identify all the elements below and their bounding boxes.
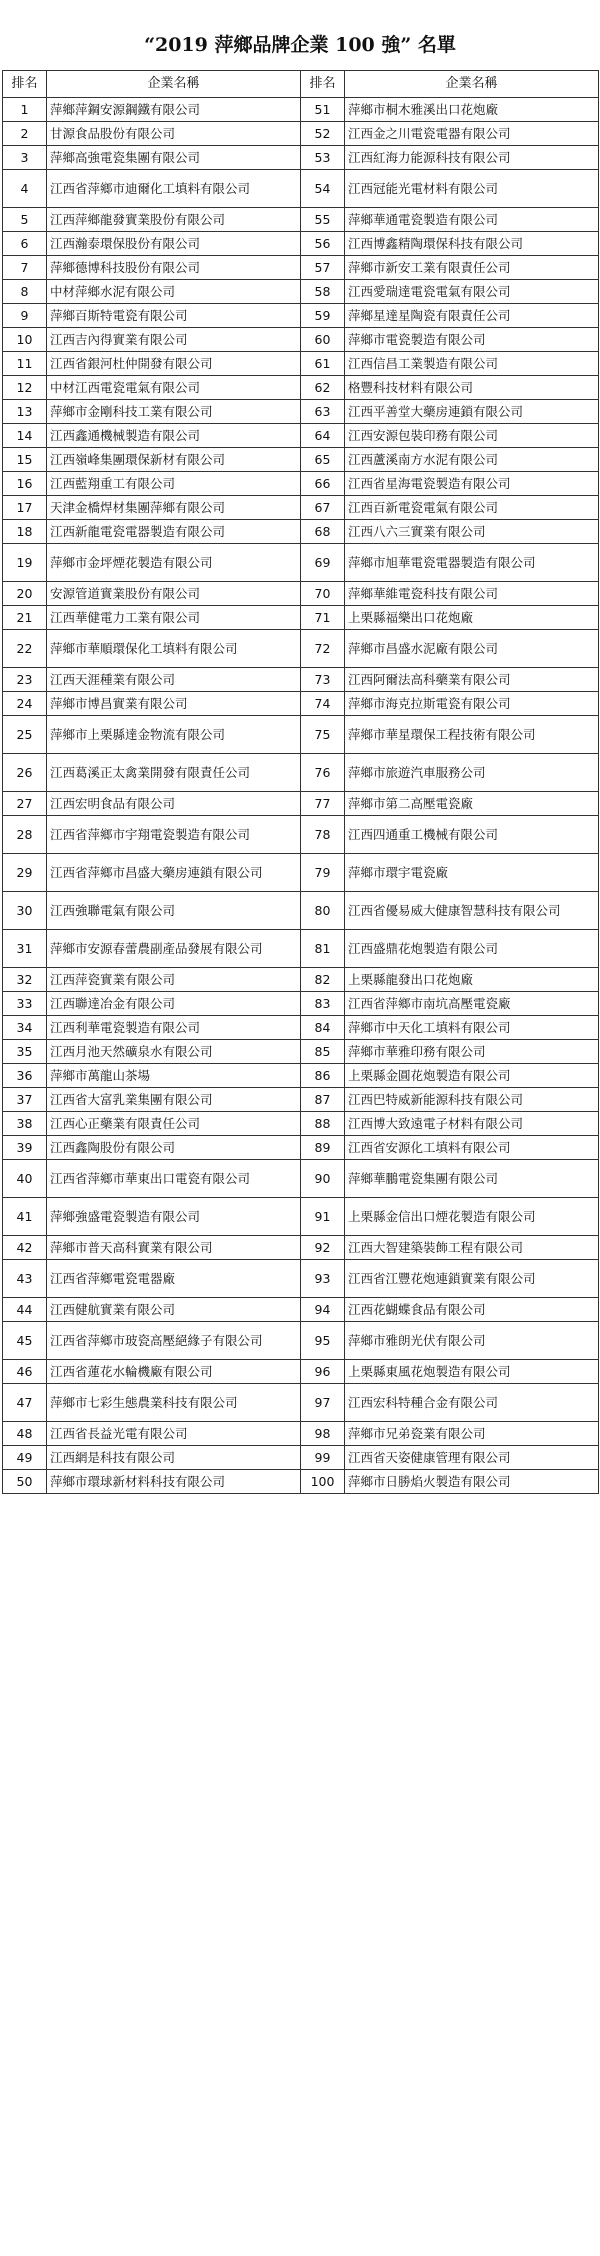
company-name-cell: 萍鄉市普天高科實業有限公司 (47, 1236, 301, 1260)
company-name-cell: 江西省天姿健康管理有限公司 (345, 1446, 599, 1470)
company-name-cell: 江西百新電瓷電氣有限公司 (345, 496, 599, 520)
company-name-cell: 江西宏科特種合金有限公司 (345, 1384, 599, 1422)
company-name-cell: 江西強聯電氣有限公司 (47, 892, 301, 930)
rank-cell: 28 (3, 816, 47, 854)
company-name-cell: 萍鄉市華順環保化工填料有限公司 (47, 630, 301, 668)
table-row (3, 328, 599, 352)
rank-header: 排名 (3, 71, 47, 98)
rank-cell: 21 (3, 606, 47, 630)
rank-cell: 13 (3, 400, 47, 424)
company-name-header: 企業名稱 (345, 71, 599, 98)
rank-cell: 40 (3, 1160, 47, 1198)
table-row (3, 1112, 599, 1136)
rank-cell: 55 (301, 208, 345, 232)
company-name-cell: 江西安源包裝印務有限公司 (345, 424, 599, 448)
table-row (3, 520, 599, 544)
company-name-cell: 萍鄉市金坪煙花製造有限公司 (47, 544, 301, 582)
company-name-cell: 江西健航實業有限公司 (47, 1298, 301, 1322)
rank-cell: 14 (3, 424, 47, 448)
company-name-cell: 萍鄉市環宇電瓷廠 (345, 854, 599, 892)
company-name-cell: 江西宏明食品有限公司 (47, 792, 301, 816)
company-name-cell: 中材萍鄉水泥有限公司 (47, 280, 301, 304)
table-row (3, 692, 599, 716)
rank-cell: 71 (301, 606, 345, 630)
company-name-cell: 江西網是科技有限公司 (47, 1446, 301, 1470)
rank-cell: 87 (301, 1088, 345, 1112)
rank-cell: 30 (3, 892, 47, 930)
company-name-cell: 萍鄉強盛電瓷製造有限公司 (47, 1198, 301, 1236)
rank-cell: 80 (301, 892, 345, 930)
table-row (3, 668, 599, 692)
company-name-cell: 萍鄉市昌盛水泥廠有限公司 (345, 630, 599, 668)
company-name-cell: 江西花蝴蝶食品有限公司 (345, 1298, 599, 1322)
rank-cell: 54 (301, 170, 345, 208)
table-row (3, 98, 599, 122)
company-name-cell: 萍鄉市雅朗光伏有限公司 (345, 1322, 599, 1360)
table-row (3, 1198, 599, 1236)
rank-cell: 94 (301, 1298, 345, 1322)
table-row (3, 930, 599, 968)
rank-cell: 83 (301, 992, 345, 1016)
company-name-cell: 萍鄉市金剛科技工業有限公司 (47, 400, 301, 424)
table-row (3, 754, 599, 792)
company-name-cell: 安源管道實業股份有限公司 (47, 582, 301, 606)
rank-cell: 39 (3, 1136, 47, 1160)
rank-cell: 69 (301, 544, 345, 582)
rank-cell: 35 (3, 1040, 47, 1064)
rank-cell: 95 (301, 1322, 345, 1360)
rank-cell: 99 (301, 1446, 345, 1470)
rank-cell: 38 (3, 1112, 47, 1136)
company-name-cell: 中材江西電瓷電氣有限公司 (47, 376, 301, 400)
rank-cell: 57 (301, 256, 345, 280)
company-name-cell: 江西鑫陶股份有限公司 (47, 1136, 301, 1160)
table-row (3, 854, 599, 892)
company-name-cell: 萍鄉德博科技股份有限公司 (47, 256, 301, 280)
rank-header: 排名 (301, 71, 345, 98)
table-body (3, 98, 599, 1494)
company-name-cell: 萍鄉市上栗縣達金物流有限公司 (47, 716, 301, 754)
company-name-cell: 格豐科技材料有限公司 (345, 376, 599, 400)
rank-cell: 26 (3, 754, 47, 792)
rank-cell: 51 (301, 98, 345, 122)
company-name-cell: 甘源食品股份有限公司 (47, 122, 301, 146)
table-row (3, 544, 599, 582)
company-name-cell: 萍鄉市電瓷製造有限公司 (345, 328, 599, 352)
rank-cell: 89 (301, 1136, 345, 1160)
company-name-cell: 萍鄉市新安工業有限責任公司 (345, 256, 599, 280)
table-row (3, 256, 599, 280)
table-row (3, 816, 599, 854)
rank-cell: 60 (301, 328, 345, 352)
table-row (3, 1322, 599, 1360)
rank-cell: 24 (3, 692, 47, 716)
rank-cell: 82 (301, 968, 345, 992)
company-name-cell: 江西省萍鄉市華東出口電瓷有限公司 (47, 1160, 301, 1198)
rank-cell: 56 (301, 232, 345, 256)
company-name-cell: 江西省優易威大健康智慧科技有限公司 (345, 892, 599, 930)
rank-cell: 4 (3, 170, 47, 208)
rank-cell: 34 (3, 1016, 47, 1040)
company-name-cell: 江西博大致遠電子材料有限公司 (345, 1112, 599, 1136)
page-title: “2019 萍鄉品牌企業 100 強” 名單 (144, 34, 456, 56)
rank-cell: 70 (301, 582, 345, 606)
rank-cell: 74 (301, 692, 345, 716)
rank-cell: 92 (301, 1236, 345, 1260)
company-name-cell: 天津金橋焊材集團萍鄉有限公司 (47, 496, 301, 520)
company-name-cell: 江西華健電力工業有限公司 (47, 606, 301, 630)
table-row (3, 376, 599, 400)
rank-cell: 84 (301, 1016, 345, 1040)
rank-cell: 96 (301, 1360, 345, 1384)
rank-cell: 97 (301, 1384, 345, 1422)
company-name-cell: 江西盛鼎花炮製造有限公司 (345, 930, 599, 968)
rank-cell: 65 (301, 448, 345, 472)
rank-cell: 79 (301, 854, 345, 892)
company-name-cell: 江西新龍電瓷電器製造有限公司 (47, 520, 301, 544)
table-row (3, 1160, 599, 1198)
table-row (3, 448, 599, 472)
table-row (3, 1088, 599, 1112)
company-name-cell: 江西鑫通機械製造有限公司 (47, 424, 301, 448)
company-name-cell: 江西天涯種業有限公司 (47, 668, 301, 692)
table-row (3, 1016, 599, 1040)
rank-cell: 98 (301, 1422, 345, 1446)
company-name-cell: 萍鄉百斯特電瓷有限公司 (47, 304, 301, 328)
company-name-cell: 江西省萍鄉市昌盛大藥房連鎖有限公司 (47, 854, 301, 892)
company-name-cell: 江西省長益光電有限公司 (47, 1422, 301, 1446)
table-row (3, 1260, 599, 1298)
table-row (3, 1236, 599, 1260)
rank-cell: 8 (3, 280, 47, 304)
rank-cell: 68 (301, 520, 345, 544)
company-name-cell: 萍鄉高強電瓷集團有限公司 (47, 146, 301, 170)
rank-cell: 91 (301, 1198, 345, 1236)
table-row (3, 792, 599, 816)
company-name-cell: 萍鄉華維電瓷科技有限公司 (345, 582, 599, 606)
rank-cell: 19 (3, 544, 47, 582)
company-name-cell: 萍鄉市安源春蕾農副產品發展有限公司 (47, 930, 301, 968)
table-row (3, 1470, 599, 1494)
rank-cell: 12 (3, 376, 47, 400)
table-row (3, 582, 599, 606)
rank-cell: 50 (3, 1470, 47, 1494)
rank-cell: 1 (3, 98, 47, 122)
company-name-cell: 江西嶺峰集團環保新材有限公司 (47, 448, 301, 472)
table-row (3, 400, 599, 424)
table-row (3, 1298, 599, 1322)
rank-cell: 43 (3, 1260, 47, 1298)
table-row (3, 232, 599, 256)
rank-cell: 6 (3, 232, 47, 256)
rank-cell: 59 (301, 304, 345, 328)
rank-cell: 88 (301, 1112, 345, 1136)
rank-cell: 67 (301, 496, 345, 520)
rank-cell: 11 (3, 352, 47, 376)
company-name-cell: 上栗縣東風花炮製造有限公司 (345, 1360, 599, 1384)
rank-cell: 76 (301, 754, 345, 792)
company-name-cell: 江西省蓮花水輪機廠有限公司 (47, 1360, 301, 1384)
rank-cell: 5 (3, 208, 47, 232)
table-row (3, 352, 599, 376)
company-name-cell: 萍鄉市桐木雅溪出口花炮廠 (345, 98, 599, 122)
table-row (3, 170, 599, 208)
table-row (3, 1422, 599, 1446)
rank-cell: 29 (3, 854, 47, 892)
rank-cell: 100 (301, 1470, 345, 1494)
rank-cell: 58 (301, 280, 345, 304)
company-name-cell: 江西信昌工業製造有限公司 (345, 352, 599, 376)
company-name-cell: 江西萍瓷實業有限公司 (47, 968, 301, 992)
company-name-cell: 江西巴特威新能源科技有限公司 (345, 1088, 599, 1112)
rank-cell: 23 (3, 668, 47, 692)
company-name-cell: 萍鄉市第二高壓電瓷廠 (345, 792, 599, 816)
table-row (3, 1384, 599, 1422)
company-name-cell: 江西葛溪正太禽業開發有限責任公司 (47, 754, 301, 792)
company-name-cell: 萍鄉市旅遊汽車服務公司 (345, 754, 599, 792)
company-name-cell: 江西冠能光電材料有限公司 (345, 170, 599, 208)
table-row (3, 1446, 599, 1470)
table-row (3, 146, 599, 170)
rank-cell: 25 (3, 716, 47, 754)
rank-cell: 42 (3, 1236, 47, 1260)
company-name-cell: 江西省萍鄉市迪爾化工填料有限公司 (47, 170, 301, 208)
rank-cell: 3 (3, 146, 47, 170)
company-name-cell: 上栗縣金信出口煙花製造有限公司 (345, 1198, 599, 1236)
rank-cell: 81 (301, 930, 345, 968)
table-row (3, 1360, 599, 1384)
company-name-cell: 萍鄉星達星陶瓷有限責任公司 (345, 304, 599, 328)
company-name-cell: 江西蘆溪南方水泥有限公司 (345, 448, 599, 472)
company-name-cell: 萍鄉市博昌實業有限公司 (47, 692, 301, 716)
table-row (3, 208, 599, 232)
rank-cell: 44 (3, 1298, 47, 1322)
rank-cell: 9 (3, 304, 47, 328)
company-name-cell: 江西博鑫精陶環保科技有限公司 (345, 232, 599, 256)
ranking-table (2, 70, 599, 1494)
company-name-cell: 江西省萍鄉市玻瓷高壓絕緣子有限公司 (47, 1322, 301, 1360)
rank-cell: 18 (3, 520, 47, 544)
company-name-cell: 萍鄉市環球新材料科技有限公司 (47, 1470, 301, 1494)
rank-cell: 63 (301, 400, 345, 424)
company-name-cell: 江西心正藥業有限責任公司 (47, 1112, 301, 1136)
table-row (3, 1064, 599, 1088)
company-name-cell: 萍鄉市日勝焰火製造有限公司 (345, 1470, 599, 1494)
rank-cell: 27 (3, 792, 47, 816)
rank-cell: 20 (3, 582, 47, 606)
company-name-cell: 萍鄉萍鋼安源鋼鐵有限公司 (47, 98, 301, 122)
rank-cell: 73 (301, 668, 345, 692)
table-row (3, 1136, 599, 1160)
rank-cell: 47 (3, 1384, 47, 1422)
company-name-cell: 江西利華電瓷製造有限公司 (47, 1016, 301, 1040)
rank-cell: 48 (3, 1422, 47, 1446)
rank-cell: 10 (3, 328, 47, 352)
rank-cell: 75 (301, 716, 345, 754)
company-name-cell: 萍鄉市七彩生態農業科技有限公司 (47, 1384, 301, 1422)
company-name-cell: 萍鄉市華雅印務有限公司 (345, 1040, 599, 1064)
company-name-cell: 江西八六三實業有限公司 (345, 520, 599, 544)
company-name-cell: 江西紅海力能源科技有限公司 (345, 146, 599, 170)
rank-cell: 33 (3, 992, 47, 1016)
company-name-cell: 江西愛瑞達電瓷電氣有限公司 (345, 280, 599, 304)
table-row (3, 496, 599, 520)
company-name-cell: 江西聯達冶金有限公司 (47, 992, 301, 1016)
rank-cell: 61 (301, 352, 345, 376)
company-name-cell: 萍鄉市萬龍山茶場 (47, 1064, 301, 1088)
rank-cell: 46 (3, 1360, 47, 1384)
table-row (3, 304, 599, 328)
rank-cell: 72 (301, 630, 345, 668)
rank-cell: 90 (301, 1160, 345, 1198)
company-name-cell: 江西省萍鄉市南坑高壓電瓷廠 (345, 992, 599, 1016)
company-name-cell: 江西吉內得實業有限公司 (47, 328, 301, 352)
company-name-cell: 萍鄉市中天化工填料有限公司 (345, 1016, 599, 1040)
company-name-cell: 江西金之川電瓷電器有限公司 (345, 122, 599, 146)
company-name-cell: 上栗縣金圓花炮製造有限公司 (345, 1064, 599, 1088)
rank-cell: 31 (3, 930, 47, 968)
rank-cell: 53 (301, 146, 345, 170)
company-name-cell: 江西四通重工機械有限公司 (345, 816, 599, 854)
rank-cell: 66 (301, 472, 345, 496)
rank-cell: 32 (3, 968, 47, 992)
table-header-row (3, 71, 599, 98)
company-name-cell: 萍鄉市旭華電瓷電器製造有限公司 (345, 544, 599, 582)
table-row (3, 716, 599, 754)
rank-cell: 15 (3, 448, 47, 472)
rank-cell: 41 (3, 1198, 47, 1236)
rank-cell: 22 (3, 630, 47, 668)
rank-cell: 36 (3, 1064, 47, 1088)
company-name-cell: 江西省大富乳業集團有限公司 (47, 1088, 301, 1112)
rank-cell: 62 (301, 376, 345, 400)
rank-cell: 45 (3, 1322, 47, 1360)
table-row (3, 630, 599, 668)
company-name-cell: 萍鄉市兄弟瓷業有限公司 (345, 1422, 599, 1446)
company-name-cell: 江西省萍鄉市宇翔電瓷製造有限公司 (47, 816, 301, 854)
rank-cell: 16 (3, 472, 47, 496)
company-name-cell: 萍鄉市華星環保工程技術有限公司 (345, 716, 599, 754)
company-name-cell: 江西省安源化工填料有限公司 (345, 1136, 599, 1160)
table-row (3, 472, 599, 496)
company-name-cell: 江西省星海電瓷製造有限公司 (345, 472, 599, 496)
rank-cell: 2 (3, 122, 47, 146)
company-name-cell: 萍鄉華鵬電瓷集團有限公司 (345, 1160, 599, 1198)
table-row (3, 992, 599, 1016)
table-row (3, 424, 599, 448)
company-name-cell: 萍鄉市海克拉斯電瓷有限公司 (345, 692, 599, 716)
rank-cell: 93 (301, 1260, 345, 1298)
rank-cell: 17 (3, 496, 47, 520)
company-name-cell: 江西瀚泰環保股份有限公司 (47, 232, 301, 256)
rank-cell: 52 (301, 122, 345, 146)
company-name-cell: 江西藍翔重工有限公司 (47, 472, 301, 496)
table-row (3, 892, 599, 930)
company-name-cell: 江西省江豐花炮連鎖實業有限公司 (345, 1260, 599, 1298)
rank-cell: 37 (3, 1088, 47, 1112)
table-row (3, 122, 599, 146)
company-name-cell: 江西萍鄉龍發實業股份有限公司 (47, 208, 301, 232)
company-name-cell: 上栗縣龍發出口花炮廠 (345, 968, 599, 992)
company-name-cell: 上栗縣福樂出口花炮廠 (345, 606, 599, 630)
company-name-cell: 江西大智建築裝飾工程有限公司 (345, 1236, 599, 1260)
company-name-header: 企業名稱 (47, 71, 301, 98)
company-name-cell: 江西省銀河杜仲開發有限公司 (47, 352, 301, 376)
table-row (3, 280, 599, 304)
table-row (3, 606, 599, 630)
rank-cell: 49 (3, 1446, 47, 1470)
company-name-cell: 江西阿爾法高科藥業有限公司 (345, 668, 599, 692)
company-name-cell: 萍鄉華通電瓷製造有限公司 (345, 208, 599, 232)
rank-cell: 78 (301, 816, 345, 854)
table-row (3, 1040, 599, 1064)
rank-cell: 64 (301, 424, 345, 448)
company-name-cell: 江西平善堂大藥房連鎖有限公司 (345, 400, 599, 424)
table-row (3, 968, 599, 992)
rank-cell: 77 (301, 792, 345, 816)
rank-cell: 85 (301, 1040, 345, 1064)
rank-cell: 86 (301, 1064, 345, 1088)
rank-cell: 7 (3, 256, 47, 280)
company-name-cell: 江西月池天然礦泉水有限公司 (47, 1040, 301, 1064)
company-name-cell: 江西省萍鄉電瓷電器廠 (47, 1260, 301, 1298)
